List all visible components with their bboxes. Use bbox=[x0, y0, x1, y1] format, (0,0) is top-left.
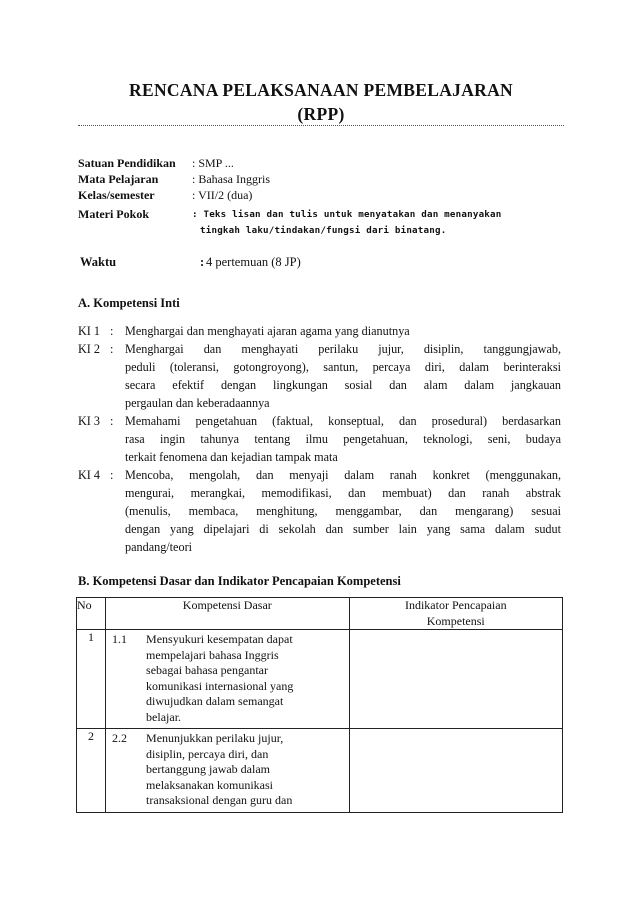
table-row bbox=[77, 729, 563, 813]
ki-line: Menghargai dan menghayati perilaku jujur, disiplin, tanggungjawab, bbox=[125, 342, 561, 356]
header-ipk bbox=[349, 598, 562, 630]
ki-colon: : bbox=[110, 468, 114, 482]
mapel-label: Mata Pelajaran bbox=[78, 172, 159, 186]
materi-label: Materi Pokok bbox=[78, 207, 149, 221]
document-title: RENCANA PELAKSANAAN PEMBELAJARAN bbox=[129, 80, 513, 100]
ki-line: Menghargai dan menghayati ajaran agama yang dianutnya bbox=[125, 324, 410, 338]
mapel-value: : Bahasa Inggris bbox=[192, 172, 270, 186]
header-ipk-line1: Indikator Pencapaian bbox=[404, 598, 507, 612]
ki-text bbox=[125, 412, 561, 466]
ki-text bbox=[125, 340, 561, 412]
ki-item-4 bbox=[78, 466, 562, 556]
row-ipk-cell bbox=[349, 630, 562, 729]
table-header-row bbox=[77, 598, 563, 630]
kd-line: melaksanakan komunikasi bbox=[146, 777, 274, 792]
ki-code: KI 1 bbox=[78, 324, 101, 338]
header-kd: Kompetensi Dasar bbox=[106, 598, 350, 630]
materi-value-line2: tingkah laku/tindakan/fungsi dari binatang. bbox=[200, 225, 447, 236]
ki-text bbox=[125, 466, 561, 556]
table-row bbox=[77, 630, 563, 729]
ki-line: peduli (toleransi, gotongroyong), santun, percaya diri, dalam berinteraksi bbox=[125, 360, 561, 374]
kd-number: 2.2 bbox=[112, 731, 128, 745]
waktu-colon: : bbox=[200, 255, 205, 269]
satuan-label: Satuan Pendidikan bbox=[78, 156, 176, 170]
kd-line: Menunjukkan perilaku jujur, bbox=[146, 731, 284, 745]
kd-line: belajar. bbox=[146, 709, 182, 724]
kd-line: bertanggung jawab dalam bbox=[146, 762, 271, 776]
section-b-heading: B. Kompetensi Dasar dan Indikator Pencapaian Kompetensi bbox=[78, 574, 401, 588]
row-kd-cell bbox=[106, 729, 350, 813]
ki-item-1 bbox=[78, 322, 562, 340]
ki-text bbox=[125, 322, 561, 340]
ki-line: Mencoba, mengolah, dan menyaji dalam ranah konkret (menggunakan, bbox=[125, 468, 561, 482]
ki-code: KI 4 bbox=[78, 468, 101, 482]
kd-line: diwujudkan dalam semangat bbox=[146, 694, 284, 708]
kd-table bbox=[76, 597, 563, 813]
ki-line: Memahami pengetahuan (faktual, konseptual, dan prosedural) berdasarkan bbox=[125, 414, 561, 428]
materi-value-line1: : Teks lisan dan tulis untuk menyatakan dan menanyakan bbox=[192, 209, 502, 220]
satuan-value: : SMP ... bbox=[192, 156, 234, 170]
document-subtitle: (RPP) bbox=[297, 104, 345, 124]
ki-line: secara efektif dengan lingkungan sosial dan alam dalam jangkauan bbox=[125, 378, 561, 392]
kd-line: disiplin, percaya diri, dan bbox=[146, 746, 269, 761]
ki-line: rasa ingin tahunya tentang ilmu pengetahuan, teknologi, seni, budaya bbox=[125, 432, 561, 446]
header-no: No bbox=[77, 598, 106, 630]
kelas-label: Kelas/semester bbox=[78, 188, 155, 202]
ki-item-2 bbox=[78, 340, 562, 412]
kd-number: 1.1 bbox=[112, 632, 128, 646]
title-divider bbox=[78, 125, 564, 126]
ki-line: mengurai, merangkai, memodifikasi, dan membuat) dan ranah abstrak bbox=[125, 486, 561, 500]
kd-text bbox=[146, 731, 345, 809]
ki-line: dengan yang dipelajari di sekolah dan sumber lain yang sama dalam sudut bbox=[125, 522, 561, 536]
ki-line: pergaulan dan keberadaannya bbox=[125, 396, 270, 410]
row-ipk-cell bbox=[349, 729, 562, 813]
kelas-value: : VII/2 (dua) bbox=[192, 188, 253, 202]
row-number: 1 bbox=[77, 630, 106, 729]
ki-colon: : bbox=[110, 324, 114, 338]
waktu-value: 4 pertemuan (8 JP) bbox=[206, 255, 301, 269]
ki-line: terkait fenomena dan kejadian tampak mata bbox=[125, 450, 338, 464]
ki-colon: : bbox=[110, 342, 114, 356]
section-a-heading: A. Kompetensi Inti bbox=[78, 296, 180, 310]
row-number: 2 bbox=[77, 729, 106, 813]
header-ipk-line2: Kompetensi bbox=[426, 613, 485, 628]
kd-line: Mensyukuri kesempatan dapat bbox=[146, 632, 293, 646]
ki-line: (menulis, membaca, menghitung, menggambar, dan mengarang) sesuai bbox=[125, 504, 561, 518]
kd-line: komunikasi internasional yang bbox=[146, 678, 294, 693]
kd-text bbox=[146, 632, 345, 725]
ki-code: KI 2 bbox=[78, 342, 101, 356]
kd-line: transaksional dengan guru dan bbox=[146, 793, 293, 807]
ki-colon: : bbox=[110, 414, 114, 428]
kd-line: mempelajari bahasa Inggris bbox=[146, 647, 279, 662]
ki-code: KI 3 bbox=[78, 414, 101, 428]
waktu-label: Waktu bbox=[80, 255, 117, 269]
ki-line: pandang/teori bbox=[125, 540, 193, 554]
ki-item-3 bbox=[78, 412, 562, 466]
kd-line: sebagai bahasa pengantar bbox=[146, 663, 268, 677]
row-kd-cell bbox=[106, 630, 350, 729]
